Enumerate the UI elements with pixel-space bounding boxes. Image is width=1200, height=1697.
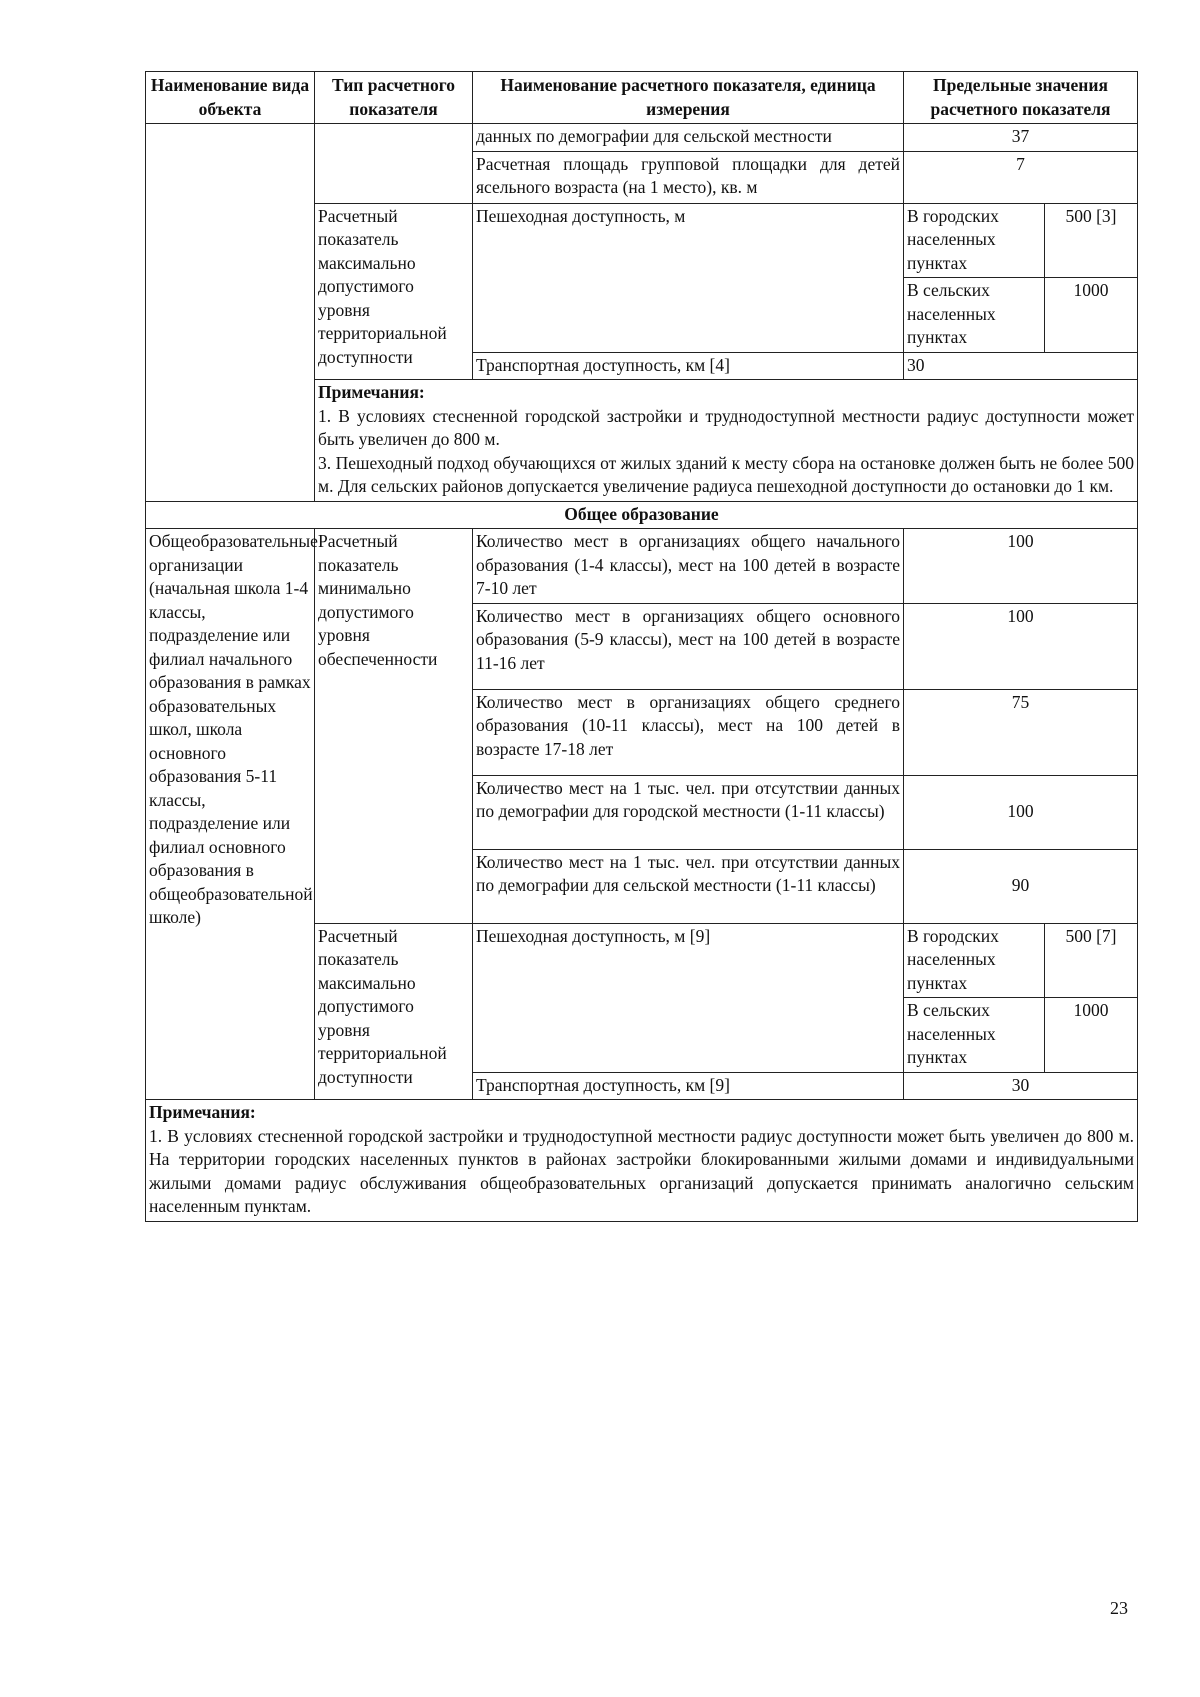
indicator-value: 100	[904, 603, 1138, 689]
indicator-name: Пешеходная доступность, м [9]	[473, 923, 904, 1072]
section-title: Общее образование	[146, 501, 1138, 529]
indicator-value: 37	[904, 124, 1138, 152]
indicator-name: Транспортная доступность, км [4]	[473, 352, 904, 380]
indicator-name: Количество мест в организациях общего среднего образования (10-11 классы), мест на 100 детей в возрасте 17-18 лет	[473, 689, 904, 775]
urban-value: 500 [7]	[1045, 923, 1138, 998]
indicator-name: Количество мест в организациях общего основного образования (5-9 классы), мест на 100 детей в возрасте 11-16 лет	[473, 603, 904, 689]
notes-row	[146, 1100, 1138, 1222]
indicator-name: Расчетная площадь групповой площадки для детей ясельного возраста (на 1 место), кв. м	[473, 151, 904, 203]
rural-label: В сельских населенных пунктах	[904, 998, 1045, 1073]
indicator-type: Расчетный показатель минимально допустимого уровня обеспеченности	[315, 529, 473, 924]
rural-label: В сельских населенных пунктах	[904, 278, 1045, 353]
note-item: 1. В условиях стесненной городской застройки и труднодоступной местности радиус доступности может быть увеличен до 800 м.	[318, 405, 1135, 449]
table-row	[146, 529, 1138, 604]
header-object-name: Наименование вида объекта	[146, 72, 315, 124]
notes-title: Примечания:	[149, 1102, 256, 1122]
header-limit-values: Предельные значения расчетного показателя	[904, 72, 1138, 124]
norms-table	[145, 71, 1138, 1222]
indicator-value: 7	[904, 151, 1138, 203]
urban-label: В городских населенных пунктах	[904, 203, 1045, 278]
indicator-name: Пешеходная доступность, м	[473, 203, 904, 352]
rural-value: 1000	[1045, 278, 1138, 353]
page-number: 23	[1110, 1598, 1128, 1618]
object-name: Общеобразовательные организации (начальная школа 1-4 классы, подразделение или филиал начального образования в рамках образовательных школ, школа основного образования 5-11 классы, подразделение или филиал основного образования в общеобразовательной школе)	[146, 529, 315, 1100]
indicator-value: 30	[904, 352, 1138, 380]
note-item: 1. В условиях стесненной городской застройки и труднодоступной местности радиус доступности может быть увеличен до 800 м. На территории городских населенных пунктов в районах застройки блокированными жилыми домами и индивидуальными жилыми домами радиус обслуживания общеобразовательных организаций допускается принимать аналогично сельским населенным пунктам.	[149, 1125, 1135, 1216]
header-indicator-name: Наименование расчетного показателя, единица измерения	[473, 72, 904, 124]
section-title-row	[146, 501, 1138, 529]
notes-title: Примечания:	[318, 382, 425, 402]
empty-type-cell	[315, 124, 473, 204]
urban-label: В городских населенных пунктах	[904, 923, 1045, 998]
note-item: 3. Пешеходный подход обучающихся от жилых зданий к месту сбора на остановке должен быть не более 500 м. Для сельских районов допускается увеличение радиуса пешеходной доступности до остановки до 1 км.	[318, 452, 1135, 496]
indicator-type: Расчетный показатель максимально допустимого уровня территориальной доступности	[315, 203, 473, 380]
table-header-row	[146, 72, 1138, 124]
notes-cell	[146, 1100, 1138, 1222]
indicator-name: Количество мест в организациях общего начального образования (1-4 классы), мест на 100 детей в возрасте 7-10 лет	[473, 529, 904, 604]
indicator-name: Количество мест на 1 тыс. чел. при отсутствии данных по демографии для городской местности (1-11 классы)	[473, 775, 904, 849]
indicator-value: 90	[904, 849, 1138, 923]
notes-cell	[315, 380, 1138, 502]
empty-object-cell	[146, 124, 315, 502]
indicator-value: 100	[904, 775, 1138, 849]
indicator-value: 30	[904, 1072, 1138, 1100]
indicator-name: Транспортная доступность, км [9]	[473, 1072, 904, 1100]
table-row	[146, 124, 1138, 152]
header-indicator-type: Тип расчетного показателя	[315, 72, 473, 124]
indicator-name: Количество мест на 1 тыс. чел. при отсутствии данных по демографии для сельской местности (1-11 классы)	[473, 849, 904, 923]
indicator-value: 75	[904, 689, 1138, 775]
urban-value: 500 [3]	[1045, 203, 1138, 278]
indicator-type: Расчетный показатель максимально допустимого уровня территориальной доступности	[315, 923, 473, 1100]
indicator-name: данных по демографии для сельской местности	[473, 124, 904, 152]
rural-value: 1000	[1045, 998, 1138, 1073]
indicator-value: 100	[904, 529, 1138, 604]
